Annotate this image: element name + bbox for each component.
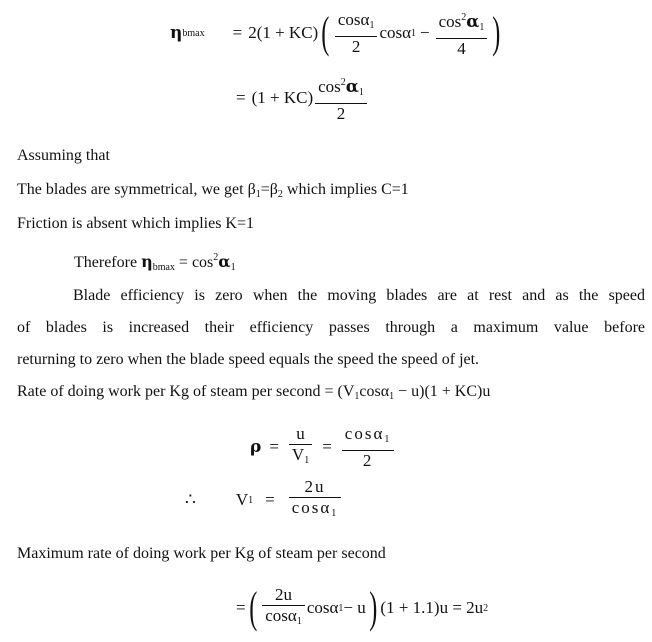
rate-alpha-sub: 1 (389, 391, 395, 402)
fraction-u-over-v1 (289, 424, 312, 471)
rho-symbol: ρ (250, 437, 262, 457)
therefore-label: Therefore (74, 254, 142, 271)
equals-sign: = (236, 598, 246, 617)
frac2-denominator: 4 (457, 38, 466, 58)
final-mid-sub: 1 (338, 602, 344, 614)
paragraph-line-1: Blade efficiency is zero when the moving blades are at rest and as the speed (73, 287, 645, 304)
therefore-symbol: ∴ (185, 490, 196, 509)
v1-frac-den-sub: 1 (331, 507, 339, 519)
final-minus: − u (343, 598, 366, 617)
v1-frac-num: 2u (304, 476, 326, 496)
paragraph-line-3: returning to zero when the blade speed equals the speed the speed of jet. (17, 351, 480, 368)
frac-denominator: 2 (336, 103, 346, 123)
frac-cos: cos (318, 76, 341, 96)
rho-frac1-den-sub: 1 (304, 454, 310, 466)
blades-symmetrical-text (17, 180, 409, 205)
rate-line (17, 382, 490, 407)
therefore-sub: 1 (230, 262, 236, 273)
fraction-cos-over-2 (335, 10, 378, 57)
frac2-sub: 1 (479, 21, 485, 33)
v-symbol: V (235, 490, 249, 509)
v1-frac-den: cosα (291, 497, 332, 517)
minus-sign: − (420, 23, 430, 42)
fraction-cos2-over-2 (315, 73, 367, 124)
middle-term-sub: 1 (411, 27, 417, 39)
simplified-prefactor: (1 + KC) (251, 88, 314, 107)
equals-sign: = (232, 23, 243, 42)
paragraph-line-2: of blades is increased their efficiency passes through a maximum value before (17, 319, 645, 336)
blades-text-post: which implies C=1 (282, 181, 409, 198)
fraction-2u-over-cos (262, 585, 305, 632)
rate-text: Rate of doing work per Kg of steam per second (17, 383, 325, 400)
rho-frac1-num: u (296, 423, 305, 443)
final-equation (236, 580, 488, 636)
rate-cos: cosα (359, 383, 390, 400)
blades-text-mid: =β (260, 181, 278, 198)
frac2-sup: 2 (461, 11, 467, 23)
frac1-numerator-sub: 1 (369, 19, 375, 31)
final-frac-num: 2u (275, 584, 293, 604)
eta-symbol: η (170, 23, 183, 43)
frac2-alpha: α (466, 11, 480, 32)
frac-sub: 1 (358, 86, 364, 98)
eta-equation (170, 0, 504, 66)
rho-frac2-num: cosα (344, 423, 385, 443)
eta-symbol: η (141, 252, 153, 271)
equals-sign: = (322, 437, 332, 456)
therefore-alpha: α (218, 252, 231, 271)
equals-sign: = (265, 490, 275, 509)
equals-sign: = (236, 88, 246, 107)
rho-equation (250, 420, 396, 474)
rho-frac2-num-sub: 1 (384, 433, 392, 445)
eta-simplified-equation (236, 72, 369, 124)
final-frac-den-sub: 1 (296, 615, 302, 627)
equals-sign: = (269, 437, 279, 456)
rate-rhs-post: − u)(1 + KC)u (394, 383, 491, 400)
eta-subscript: bmax (152, 262, 175, 273)
blades-text-pre: The blades are symmetrical, we get β (17, 181, 256, 198)
final-mid: cosα (306, 598, 339, 617)
rate-v-sub: 1 (354, 391, 360, 402)
frac-alpha: α (345, 76, 359, 97)
therefore-line (74, 248, 236, 278)
frac-sup: 2 (340, 76, 346, 88)
eta-subscript: bmax (182, 27, 205, 39)
final-sup: 2 (483, 602, 489, 614)
middle-term: cosα (379, 23, 412, 42)
therefore-rhs: = cos (174, 254, 214, 271)
beta2-sub: 2 (277, 189, 283, 200)
fraction-cos-over-2 (342, 424, 395, 471)
eta-prefactor: 2(1 + KC) (248, 23, 319, 42)
friction-text: Friction is absent which implies K=1 (17, 215, 254, 232)
max-rate-text: Maximum rate of doing work per Kg of steam per second (17, 545, 386, 562)
final-post: (1 + 1.1)u = 2u (380, 598, 484, 617)
frac1-denominator: 2 (351, 36, 361, 56)
rate-rhs-pre: = (V (324, 383, 355, 400)
rho-frac1-den: V (291, 444, 305, 464)
beta1-sub: 1 (255, 189, 261, 200)
frac2-cos: cos (438, 11, 462, 31)
final-frac-den: cosα (265, 605, 297, 625)
assuming-text: Assuming that (17, 147, 110, 164)
therefore-sup: 2 (213, 252, 219, 263)
right-paren: ) (369, 583, 378, 632)
right-paren: ) (492, 8, 501, 57)
fraction-cos2-over-4 (436, 8, 488, 59)
left-paren: ( (248, 583, 257, 632)
rho-frac2-den: 2 (362, 450, 374, 470)
fraction-2u-over-cos (289, 477, 342, 524)
frac1-numerator: cosα (337, 9, 370, 29)
v-subscript: 1 (248, 494, 254, 506)
left-paren: ( (321, 8, 330, 57)
v1-equation (185, 474, 343, 526)
